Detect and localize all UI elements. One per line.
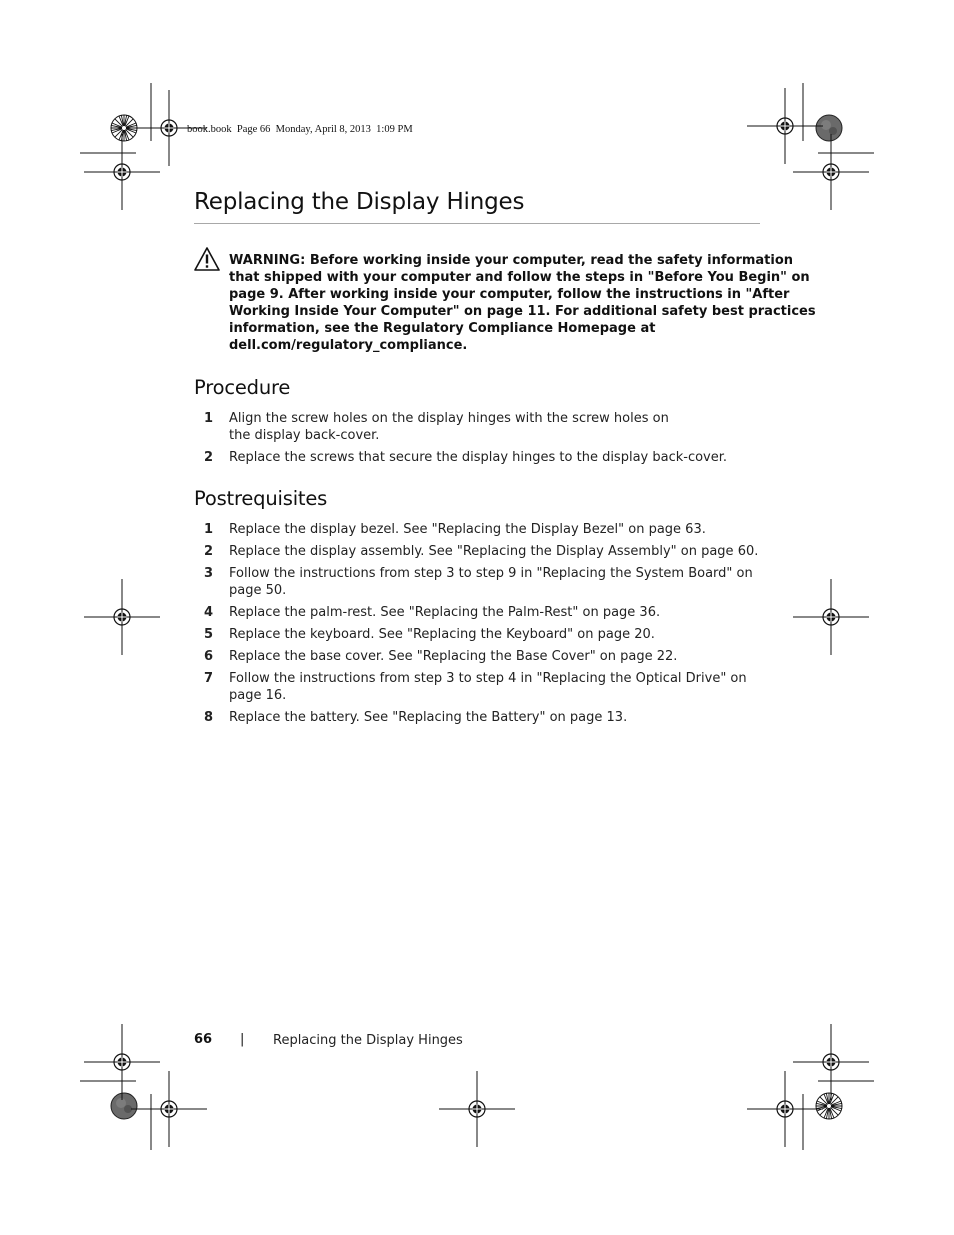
list-item bbox=[194, 648, 764, 665]
postrequisites-heading: Postrequisites bbox=[194, 487, 328, 510]
side-mark-left bbox=[84, 579, 160, 655]
step-number: 4 bbox=[204, 605, 214, 620]
step-text: Follow the instructions from step 3 to step 4 in "Replacing the Optical Drive" on page 16. bbox=[229, 671, 747, 703]
step-number: 5 bbox=[204, 627, 214, 642]
list-item bbox=[194, 626, 764, 643]
footer-section-title: Replacing the Display Hinges bbox=[273, 1033, 463, 1048]
list-item bbox=[194, 709, 764, 726]
corner-mark-bottom-right bbox=[747, 1024, 874, 1150]
postrequisites-steps bbox=[194, 521, 764, 731]
step-text: Replace the screws that secure the display hinges to the display back-cover. bbox=[229, 450, 728, 465]
step-number: 3 bbox=[204, 566, 214, 581]
step-text: Replace the display assembly. See "Replacing the Display Assembly" on page 60. bbox=[229, 544, 759, 559]
step-number: 1 bbox=[204, 522, 214, 537]
step-text: Align the screw holes on the display hinges with the screw holes on the display back-cover. bbox=[229, 411, 669, 443]
print-slug: book.book Page 66 Monday, April 8, 2013 1:09 PM bbox=[187, 124, 413, 135]
step-text: Replace the battery. See "Replacing the Battery" on page 13. bbox=[229, 710, 628, 725]
list-item bbox=[194, 670, 764, 704]
side-mark-right bbox=[793, 579, 869, 655]
bottom-center-mark bbox=[439, 1071, 515, 1147]
step-number: 1 bbox=[204, 411, 214, 426]
warning-text: WARNING: Before working inside your computer, read the safety information that shipped with your computer and follow the steps in "Before You Begin" on page 9. After working inside your computer, follow the instructions in "After Working Inside Your Computer" on page 11. For additional safety best practices information, see the Regulatory Compliance Homepage at dell.com/regulatory_compliance. bbox=[229, 253, 816, 353]
step-text: Replace the base cover. See "Replacing the Base Cover" on page 22. bbox=[229, 649, 678, 664]
list-item bbox=[194, 521, 764, 538]
step-text: Replace the keyboard. See "Replacing the Keyboard" on page 20. bbox=[229, 627, 655, 642]
step-number: 6 bbox=[204, 649, 214, 664]
warning-triangle-icon bbox=[193, 246, 221, 272]
step-number: 2 bbox=[204, 544, 214, 559]
step-number: 8 bbox=[204, 710, 214, 725]
footer-separator: | bbox=[240, 1032, 245, 1047]
procedure-steps bbox=[194, 410, 764, 471]
list-item bbox=[194, 410, 764, 444]
list-item bbox=[194, 604, 764, 621]
step-text: Replace the display bezel. See "Replacing the Display Bezel" on page 63. bbox=[229, 522, 706, 537]
step-number: 7 bbox=[204, 671, 214, 686]
list-item bbox=[194, 449, 764, 466]
list-item bbox=[194, 565, 764, 599]
corner-mark-top-right bbox=[747, 83, 874, 210]
step-number: 2 bbox=[204, 450, 214, 465]
step-text: Follow the instructions from step 3 to step 9 in "Replacing the System Board" on page 50. bbox=[229, 566, 753, 598]
step-text: Replace the palm-rest. See "Replacing the Palm-Rest" on page 36. bbox=[229, 605, 661, 620]
list-item bbox=[194, 543, 764, 560]
page-number: 66 bbox=[194, 1032, 213, 1047]
corner-mark-bottom-left bbox=[80, 1024, 207, 1150]
corner-mark-top-left bbox=[80, 83, 207, 210]
procedure-heading: Procedure bbox=[194, 376, 291, 399]
title-divider bbox=[194, 223, 760, 224]
page-title: Replacing the Display Hinges bbox=[194, 189, 525, 215]
